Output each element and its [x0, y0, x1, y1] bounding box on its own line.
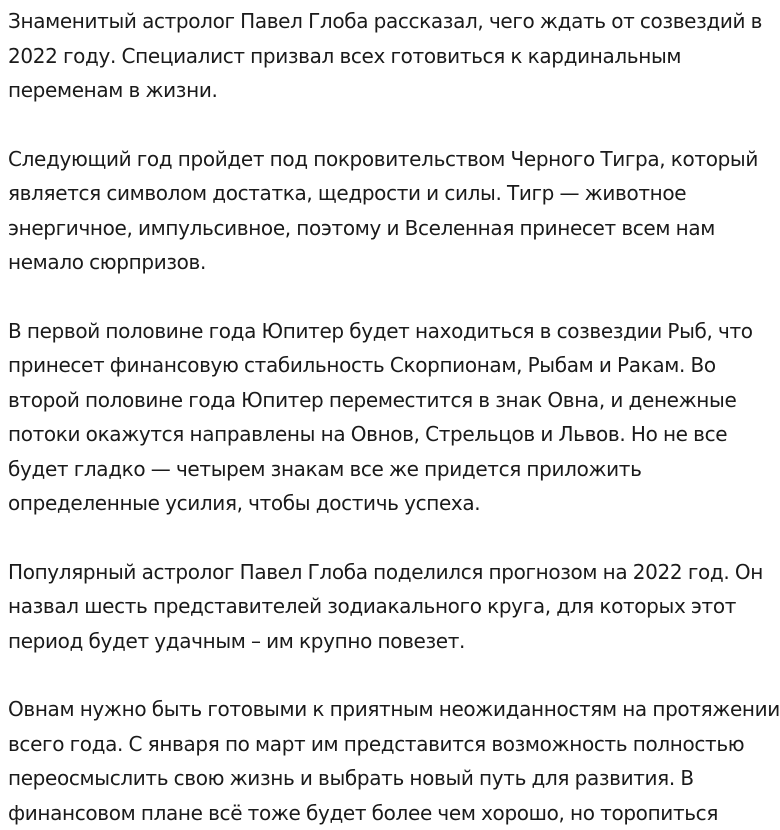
paragraph-line: является символом достатка, щедрости и силы. Тигр — животное — [8, 176, 769, 211]
paragraph-line: В первой половине года Юпитер будет находиться в созвездии Рыб, что — [8, 314, 769, 349]
paragraph-line: назвал шесть представителей зодиакального круга, для которых этот — [8, 589, 769, 624]
paragraph-line: потоки окажутся направлены на Овнов, Стрельцов и Львов. Но не все — [8, 417, 769, 452]
paragraph-line: второй половине года Юпитер переместится в знак Овна, и денежные — [8, 383, 769, 418]
paragraph-line: переосмыслить свою жизнь и выбрать новый путь для развития. В — [8, 761, 769, 796]
paragraph-aries — [8, 692, 769, 830]
paragraph-line: будет гладко — четырем знакам все же придется приложить — [8, 452, 769, 487]
paragraph-line: переменам в жизни. — [8, 73, 769, 108]
paragraph-forecast — [8, 555, 769, 659]
paragraph-line: Знаменитый астролог Павел Глоба рассказал, чего ждать от созвездий в — [8, 4, 769, 39]
paragraph-line: всего года. С января по март им представится возможность полностью — [8, 727, 769, 762]
paragraph-line: период будет удачным – им крупно повезет. — [8, 624, 769, 659]
paragraph-line: немало сюрпризов. — [8, 245, 769, 280]
paragraph-line: определенные усилия, чтобы достичь успеха. — [8, 486, 769, 521]
paragraph-line: финансовом плане всё тоже будет более чем хорошо, но торопиться — [8, 796, 769, 830]
paragraph-jupiter — [8, 314, 769, 521]
paragraph-line: Овнам нужно быть готовыми к приятным неожиданностям на протяжении — [8, 692, 769, 727]
paragraph-line: Следующий год пройдет под покровительством Черного Тигра, который — [8, 142, 769, 177]
paragraph-black-tiger — [8, 142, 769, 280]
paragraph-intro — [8, 4, 769, 108]
paragraph-line: Популярный астролог Павел Глоба поделился прогнозом на 2022 год. Он — [8, 555, 769, 590]
paragraph-line: энергичное, импульсивное, поэтому и Вселенная принесет всем нам — [8, 211, 769, 246]
paragraph-line: принесет финансовую стабильность Скорпионам, Рыбам и Ракам. Во — [8, 348, 769, 383]
paragraph-line: 2022 году. Специалист призвал всех готовиться к кардинальным — [8, 39, 769, 74]
